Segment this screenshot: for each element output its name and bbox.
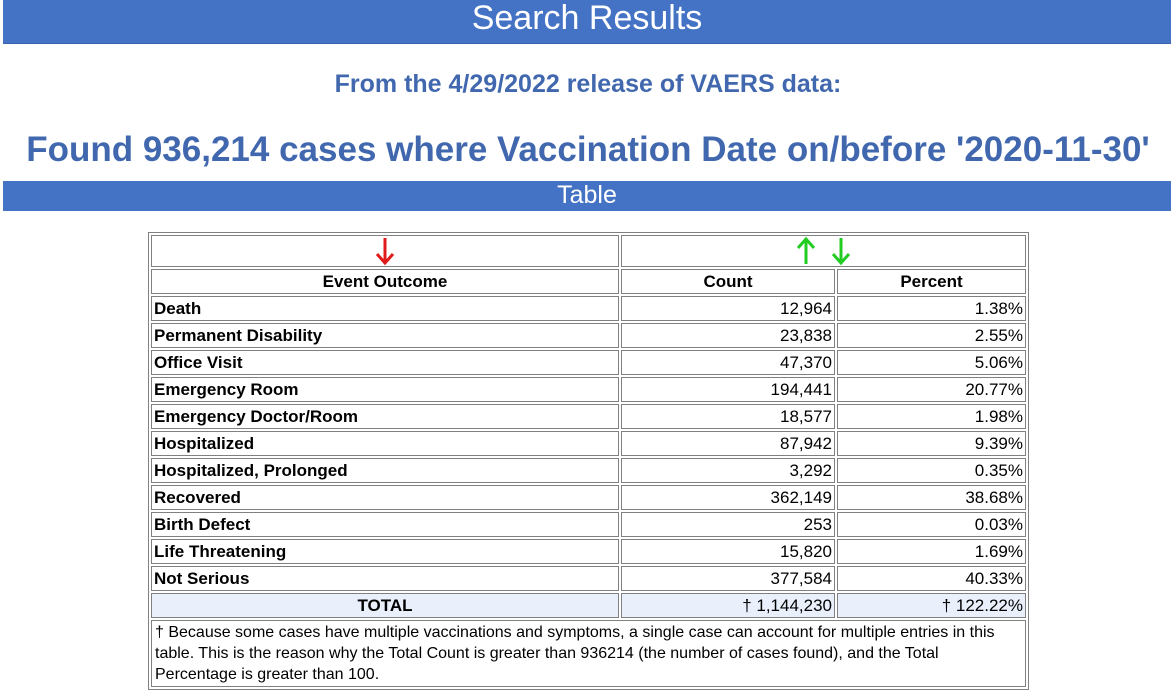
count-cell: 15,820: [621, 539, 835, 564]
count-cell: 47,370: [621, 350, 835, 375]
arrow-down-green-icon[interactable]: [830, 236, 852, 266]
total-label: TOTAL: [151, 593, 619, 618]
outcome-cell: Not Serious: [151, 566, 619, 591]
count-cell: 12,964: [621, 296, 835, 321]
column-header-outcome: Event Outcome: [151, 269, 619, 294]
count-cell: 253: [621, 512, 835, 537]
footnote: † Because some cases have multiple vaccinations and symptoms, a single case can account for multiple entries in this table. This is the reason why the Total Count is greater than 936214 (the number of cases found), and the Total Percentage is greater than 100.: [151, 620, 1026, 687]
percent-cell: 1.69%: [837, 539, 1026, 564]
table-row: [151, 350, 1026, 375]
arrow-down-red-icon[interactable]: [374, 236, 396, 266]
sort-row: [151, 235, 1026, 267]
count-cell: 377,584: [621, 566, 835, 591]
table-banner-label: Table: [557, 181, 617, 209]
outcome-cell: Death: [151, 296, 619, 321]
table-row: [151, 566, 1026, 591]
count-cell: 23,838: [621, 323, 835, 348]
percent-cell: 20.77%: [837, 377, 1026, 402]
total-row: [151, 593, 1026, 618]
count-cell: 3,292: [621, 458, 835, 483]
found-cases-heading: Found 936,214 cases where Vaccination Date on/before '2020-11-30': [26, 130, 1150, 169]
count-cell: 362,149: [621, 485, 835, 510]
table-row: [151, 485, 1026, 510]
table-row: [151, 431, 1026, 456]
table-row: [151, 323, 1026, 348]
outcome-cell: Recovered: [151, 485, 619, 510]
outcome-cell: Emergency Room: [151, 377, 619, 402]
table-row: [151, 377, 1026, 402]
table-row: [151, 512, 1026, 537]
page-title: Search Results: [471, 0, 703, 37]
search-results-banner: [3, 0, 1171, 44]
count-cell: 18,577: [621, 404, 835, 429]
table-row: [151, 404, 1026, 429]
outcome-cell: Permanent Disability: [151, 323, 619, 348]
release-line: From the 4/29/2022 release of VAERS data:: [334, 70, 842, 98]
outcome-cell: Birth Defect: [151, 512, 619, 537]
percent-cell: 1.38%: [837, 296, 1026, 321]
total-count: † 1,144,230: [621, 593, 835, 618]
percent-cell: 5.06%: [837, 350, 1026, 375]
table-row: [151, 539, 1026, 564]
outcome-cell: Life Threatening: [151, 539, 619, 564]
arrow-up-green-icon[interactable]: [795, 236, 817, 266]
count-sort-cell: [621, 235, 1026, 267]
count-cell: 194,441: [621, 377, 835, 402]
count-cell: 87,942: [621, 431, 835, 456]
column-header-count: Count: [621, 269, 835, 294]
percent-cell: 9.39%: [837, 431, 1026, 456]
table-row: [151, 296, 1026, 321]
outcome-cell: Hospitalized, Prolonged: [151, 458, 619, 483]
table-banner: [3, 181, 1171, 211]
outcome-cell: Office Visit: [151, 350, 619, 375]
percent-cell: 0.03%: [837, 512, 1026, 537]
percent-cell: 1.98%: [837, 404, 1026, 429]
column-header-percent: Percent: [837, 269, 1026, 294]
outcome-sort-cell: [151, 235, 619, 267]
percent-cell: 38.68%: [837, 485, 1026, 510]
outcome-cell: Hospitalized: [151, 431, 619, 456]
results-table: [148, 232, 1029, 690]
column-header-row: [151, 269, 1026, 294]
percent-cell: 0.35%: [837, 458, 1026, 483]
footnote-row: [151, 620, 1026, 687]
percent-cell: 2.55%: [837, 323, 1026, 348]
percent-cell: 40.33%: [837, 566, 1026, 591]
table-row: [151, 458, 1026, 483]
outcome-cell: Emergency Doctor/Room: [151, 404, 619, 429]
total-percent: † 122.22%: [837, 593, 1026, 618]
